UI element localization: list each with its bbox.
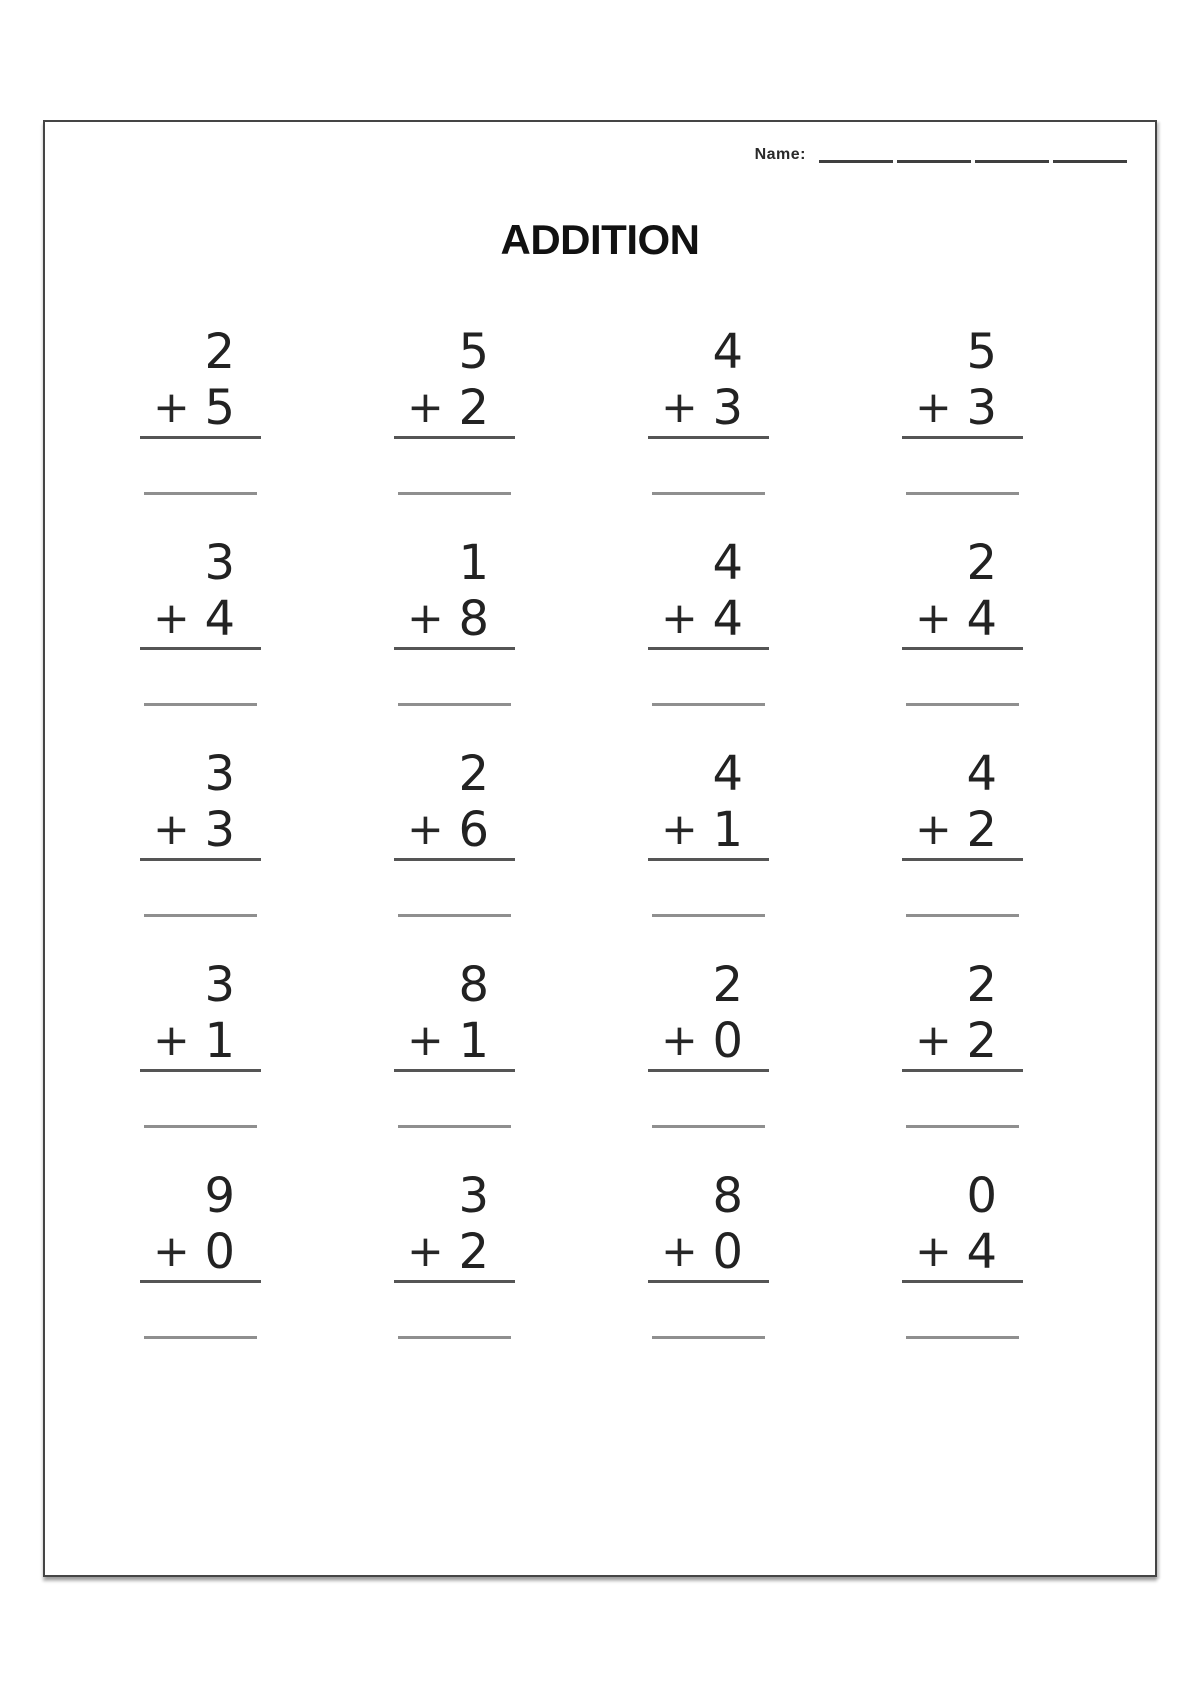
addition-problem [140, 746, 261, 917]
operator-row [394, 380, 515, 436]
plus-operator-icon: + [407, 1226, 444, 1277]
operator-row [648, 1013, 769, 1069]
addition-problem [394, 535, 515, 706]
addition-problem [902, 746, 1023, 917]
operator-row [902, 802, 1023, 858]
operator-row [902, 1224, 1023, 1280]
bottom-number: 3 [966, 380, 997, 436]
plus-operator-icon: + [661, 1015, 698, 1066]
top-number: 2 [458, 746, 489, 802]
top-number: 9 [204, 1168, 235, 1224]
operator-row [394, 591, 515, 647]
plus-operator-icon: + [915, 382, 952, 433]
addition-problem [394, 324, 515, 495]
problem-body [902, 535, 1023, 650]
problem-body [394, 1168, 515, 1283]
answer-blank-line [906, 492, 1019, 495]
problem-body [140, 535, 261, 650]
operator-row [140, 591, 261, 647]
addition-problem [648, 324, 769, 495]
problem-body [902, 746, 1023, 861]
answer-blank-line [144, 492, 257, 495]
problem-body [140, 1168, 261, 1283]
plus-operator-icon: + [661, 1226, 698, 1277]
top-number: 0 [966, 1168, 997, 1224]
top-number: 4 [712, 324, 743, 380]
addition-problem [394, 746, 515, 917]
answer-blank-line [144, 1125, 257, 1128]
bottom-number: 0 [204, 1224, 235, 1280]
plus-operator-icon: + [915, 1015, 952, 1066]
answer-blank-line [906, 1336, 1019, 1339]
top-number: 2 [966, 957, 997, 1013]
problem-body [648, 957, 769, 1072]
problem-body [394, 746, 515, 861]
plus-operator-icon: + [153, 1015, 190, 1066]
answer-blank-line [652, 1125, 765, 1128]
answer-blank-line [652, 1336, 765, 1339]
bottom-number: 4 [712, 591, 743, 647]
problem-body [902, 957, 1023, 1072]
answer-blank-line [144, 914, 257, 917]
problem-body [140, 957, 261, 1072]
problem-body [140, 324, 261, 439]
addition-problem [902, 1168, 1023, 1339]
answer-blank-line [906, 703, 1019, 706]
name-row [755, 146, 1127, 165]
operator-row [394, 1224, 515, 1280]
bottom-number: 2 [458, 1224, 489, 1280]
operator-row [648, 380, 769, 436]
bottom-number: 4 [966, 1224, 997, 1280]
plus-operator-icon: + [153, 382, 190, 433]
answer-blank-line [144, 703, 257, 706]
plus-operator-icon: + [915, 804, 952, 855]
top-number: 2 [966, 535, 997, 591]
bottom-number: 6 [458, 802, 489, 858]
operator-row [394, 802, 515, 858]
operator-row [648, 591, 769, 647]
bottom-number: 4 [204, 591, 235, 647]
plus-operator-icon: + [153, 1226, 190, 1277]
plus-operator-icon: + [915, 593, 952, 644]
answer-blank-line [398, 703, 511, 706]
top-number: 1 [458, 535, 489, 591]
addition-problem [394, 1168, 515, 1339]
name-line-segment [1053, 160, 1127, 163]
plus-operator-icon: + [661, 593, 698, 644]
addition-problem [902, 957, 1023, 1128]
bottom-number: 2 [458, 380, 489, 436]
bottom-number: 1 [712, 802, 743, 858]
answer-blank-line [398, 492, 511, 495]
bottom-number: 4 [966, 591, 997, 647]
top-number: 2 [712, 957, 743, 1013]
problem-body [394, 535, 515, 650]
answer-blank-line [652, 914, 765, 917]
answer-blank-line [652, 492, 765, 495]
bottom-number: 1 [204, 1013, 235, 1069]
top-number: 5 [458, 324, 489, 380]
addition-problem [140, 535, 261, 706]
bottom-number: 2 [966, 802, 997, 858]
bottom-number: 3 [712, 380, 743, 436]
top-number: 3 [204, 746, 235, 802]
problem-body [648, 324, 769, 439]
operator-row [394, 1013, 515, 1069]
operator-row [140, 380, 261, 436]
page-title: ADDITION [500, 216, 700, 263]
operator-row [902, 380, 1023, 436]
plus-operator-icon: + [407, 382, 444, 433]
top-number: 4 [712, 535, 743, 591]
answer-blank-line [652, 703, 765, 706]
top-number: 3 [458, 1168, 489, 1224]
top-number: 8 [712, 1168, 743, 1224]
name-label: Name: [754, 146, 806, 163]
plus-operator-icon: + [915, 1226, 952, 1277]
bottom-number: 0 [712, 1224, 743, 1280]
operator-row [648, 802, 769, 858]
operator-row [140, 802, 261, 858]
operator-row [902, 591, 1023, 647]
problem-body [394, 324, 515, 439]
plus-operator-icon: + [661, 382, 698, 433]
problem-body [902, 324, 1023, 439]
addition-problem [648, 746, 769, 917]
bottom-number: 2 [966, 1013, 997, 1069]
bottom-number: 3 [204, 802, 235, 858]
addition-problem [648, 535, 769, 706]
problem-body [394, 957, 515, 1072]
problem-body [902, 1168, 1023, 1283]
plus-operator-icon: + [153, 804, 190, 855]
plus-operator-icon: + [407, 593, 444, 644]
problems-grid [140, 324, 1023, 1339]
plus-operator-icon: + [153, 593, 190, 644]
addition-problem [140, 957, 261, 1128]
problem-body [648, 746, 769, 861]
name-blank-line [819, 160, 1127, 165]
operator-row [648, 1224, 769, 1280]
name-line-segment [897, 160, 971, 163]
addition-problem [140, 1168, 261, 1339]
top-number: 3 [204, 535, 235, 591]
answer-blank-line [398, 1125, 511, 1128]
addition-problem [140, 324, 261, 495]
addition-problem [902, 324, 1023, 495]
addition-problem [394, 957, 515, 1128]
top-number: 5 [966, 324, 997, 380]
bottom-number: 8 [458, 591, 489, 647]
operator-row [902, 1013, 1023, 1069]
top-number: 4 [966, 746, 997, 802]
answer-blank-line [906, 914, 1019, 917]
plus-operator-icon: + [661, 804, 698, 855]
top-number: 2 [204, 324, 235, 380]
plus-operator-icon: + [407, 1015, 444, 1066]
top-number: 3 [204, 957, 235, 1013]
bottom-number: 5 [204, 380, 235, 436]
addition-problem [648, 1168, 769, 1339]
problem-body [648, 1168, 769, 1283]
addition-problem [902, 535, 1023, 706]
top-number: 8 [458, 957, 489, 1013]
plus-operator-icon: + [407, 804, 444, 855]
worksheet-page [43, 120, 1157, 1577]
problem-body [648, 535, 769, 650]
bottom-number: 0 [712, 1013, 743, 1069]
bottom-number: 1 [458, 1013, 489, 1069]
problem-body [140, 746, 261, 861]
answer-blank-line [398, 914, 511, 917]
top-number: 4 [712, 746, 743, 802]
name-line-segment [975, 160, 1049, 163]
addition-problem [648, 957, 769, 1128]
operator-row [140, 1224, 261, 1280]
name-line-segment [819, 160, 893, 163]
answer-blank-line [398, 1336, 511, 1339]
operator-row [140, 1013, 261, 1069]
answer-blank-line [906, 1125, 1019, 1128]
answer-blank-line [144, 1336, 257, 1339]
